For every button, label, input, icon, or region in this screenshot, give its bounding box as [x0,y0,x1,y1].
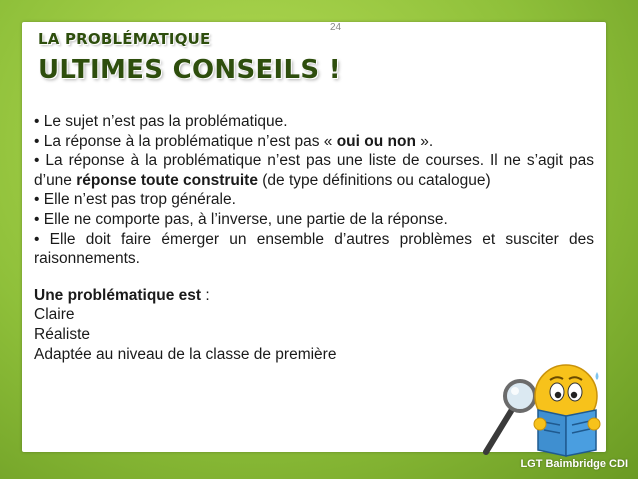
bullet-1: • Le sujet n’est pas la problématique. [34,113,288,130]
bullet-4: • Elle n’est pas trop générale. [34,191,236,209]
spacer [34,269,594,286]
slide-body [34,112,594,364]
definition-item-1: Claire [34,306,75,324]
footer-credit: LGT Baimbridge CDI [520,458,628,470]
bullet-3-text: • La réponse à la problématique n’est pas une liste de courses. Il ne s’agit pas d’une [34,152,594,189]
bullet-3-emphasis: réponse toute construite [76,171,258,189]
definition-item-2: Réaliste [34,325,90,343]
bullet-6: • Elle doit faire émerger un ensemble d’autres problèmes et susciter des raisonnements. [34,230,594,268]
bullet-3-end: (de type définitions ou catalogue) [257,171,491,189]
smiley-reading-book-with-magnifier-icon [480,358,610,458]
bullet-3 [34,151,594,190]
definition-item-3: Adaptée au niveau de la classe de première [34,345,337,363]
bullet-2-emphasis: oui ou non [336,132,416,150]
definition-heading: Une problématique est [34,286,202,304]
slide-number: 24 [330,22,342,33]
definition-heading-line [34,286,594,306]
bullet-5: • Elle ne comporte pas, à l’inverse, une partie de la réponse. [34,210,448,228]
bullet-2 [34,132,594,152]
slide-title: ULTIMES CONSEILS ! [38,55,341,85]
bullet-2-end: ». [415,132,434,150]
bullet-2-text: • La réponse à la problématique n’est pas « [34,132,337,150]
definition-colon: : [201,286,210,304]
slide-supertitle: LA PROBLÉMATIQUE [38,30,211,48]
